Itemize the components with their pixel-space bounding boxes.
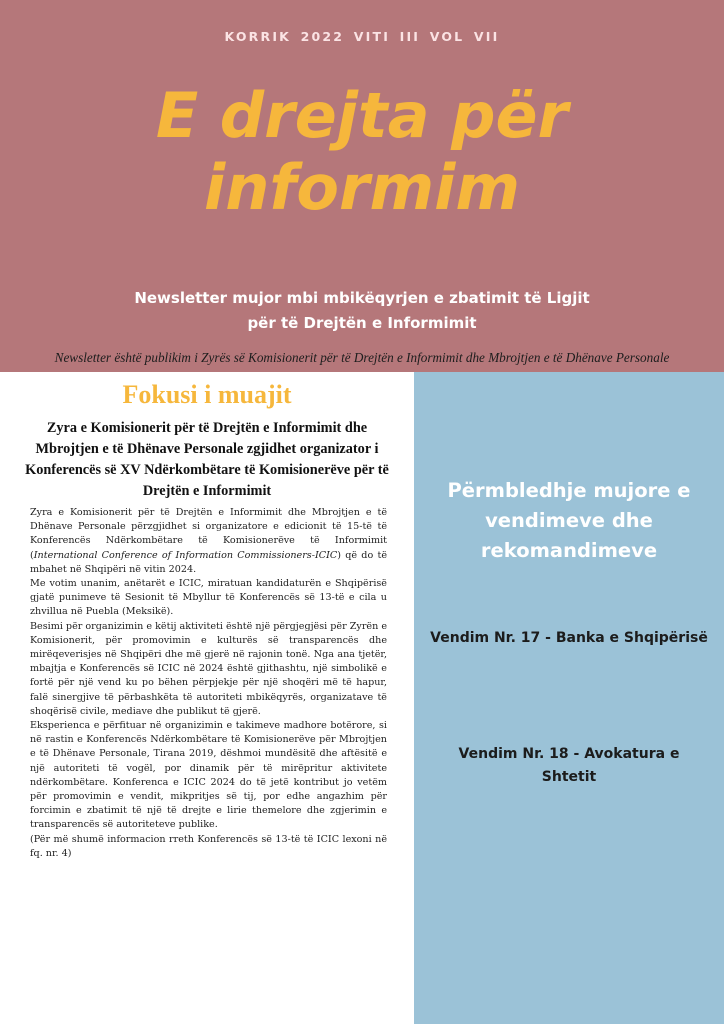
title-line-2: informim xyxy=(204,151,520,224)
focus-heading: Fokusi i muajit xyxy=(122,380,292,409)
article-paragraph-2: Me votim unanim, anëtarët e ICIC, miratuan kandidaturën e Shqipërisë gjatë punimeve të Sesionit të Mbyllur të Konferencës së 13-të e cila u zhvillua në Puebla (Meksikë). xyxy=(30,578,387,618)
issue-line: KORRIK 2022 VITI III VOL VII xyxy=(224,29,500,44)
summary-panel xyxy=(414,372,724,1024)
title-line-1: E drejta për xyxy=(155,79,569,152)
publisher-note: Newsletter është publikim i Zyrës së Komisionerit për të Drejtën e Informimit dhe Mbrojtjen e të Dhënave Personale xyxy=(54,350,670,365)
subtitle-line-2: për të Drejtën e Informimit xyxy=(247,314,477,332)
p1-text-b: ) që do të mbahet në Shqipëri në vitin 2024. xyxy=(30,549,387,575)
article-body xyxy=(30,506,387,861)
decision-item-18: Vendim Nr. 18 - Avokatura e Shtetit xyxy=(458,746,680,785)
article-paragraph-5: (Për më shumë informacion rreth Konferencës së 13-të të ICIC lexoni në fq. nr. 4) xyxy=(30,833,387,859)
newsletter-title xyxy=(0,80,724,224)
p1-text-a: Zyra e Komisionerit për të Drejtën e Informimit dhe Mbrojtjen e të Dhënave Personale përzgjidhet si organizatore e edicionit të 15-të të Konferencës Ndërkombëtare të Komisionerëve të Informimit ( xyxy=(30,507,387,561)
newsletter-subtitle xyxy=(60,286,664,336)
p1-italic: International Conference of Information Commissioners-ICIC xyxy=(33,549,338,561)
article-paragraph-3: Besimi për organizimin e këtij aktiviteti është një përgjegjësi për Zyrën e Komisionerit, për promovimin e kulturës së transparencës dhe mirëqeverisjes në Shqipëri dhe më gjerë në rajonin tonë. Nga ana tjetër, mbajtja e Konferencës së ICIC në 2024 është gjithashtu, një simbolikë e fortë për një vend ku po bëhen përpjekje për një shoqëri më të hapur, falë sinergjive të përbashkëta të autoriteti mbikëqyrës, organizatave të shoqërisë civile, mediave dhe publikut të gjerë. xyxy=(30,620,387,717)
article-paragraph-4: Eksperienca e përfituar në organizimin e takimeve madhore botërore, si në rastin e Konferencës Ndërkombëtare të Komisionerëve për Mbrojtjen e të Dhënave Personale, Tirana 2019, dëshmoi mundësitë dhe aftësitë e një autoriteti të vogël, por dinamik për të mirëpritur aktivitete ndërkombëtare. Konferenca e ICIC 2024 do të jetë kontribut jo vetëm për promovimin e vendit, mikpritjes së tij, por edhe angazhim për forcimin e zbatimit të një të drejte e lirie themelore dhe zgjerimin e transparencës së autoriteteve publike. xyxy=(30,720,387,831)
decision-item-17: Vendim Nr. 17 - Banka e Shqipërisë xyxy=(430,630,708,646)
article-title: Zyra e Komisionerit për të Drejtën e Informimit dhe Mbrojtjen e të Dhënave Personale zgjidhet organizator i Konferencës së XV Ndërkombëtare të Komisionerëve për të Drejtën e Informimit xyxy=(25,420,389,499)
article-paragraph-1 xyxy=(30,506,387,577)
subtitle-line-1: Newsletter mujor mbi mbikëqyrjen e zbatimit të Ligjit xyxy=(134,289,590,307)
summary-heading: Përmbledhje mujore e vendimeve dhe rekomandimeve xyxy=(447,479,691,562)
